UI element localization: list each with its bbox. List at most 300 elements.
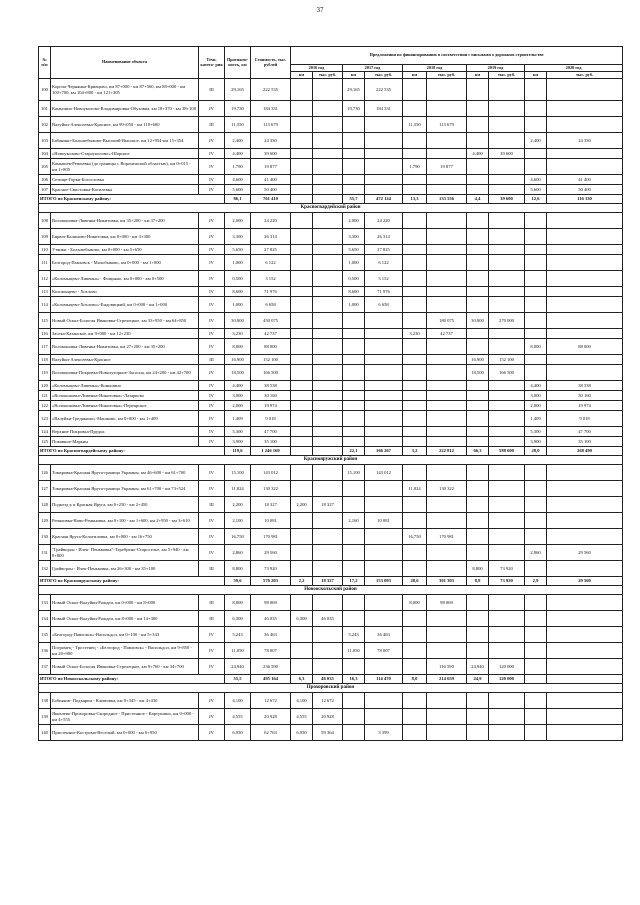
total-length: 55,5 <box>225 675 251 684</box>
length-km: 2,000 <box>225 213 251 229</box>
header-km: км <box>403 72 427 79</box>
year-km <box>467 213 489 229</box>
year-rub <box>547 561 623 577</box>
year-rub <box>427 693 467 709</box>
year-rub <box>313 561 343 577</box>
table-row <box>39 595 623 611</box>
road-category: III <box>199 595 225 611</box>
year-rub <box>489 497 525 513</box>
length-km: 11,550 <box>225 117 251 133</box>
year-km <box>343 185 365 195</box>
year-rub: 19 974 <box>547 401 623 411</box>
year-rub <box>489 329 525 339</box>
total-year-rub: 120 000 <box>489 675 525 684</box>
row-number: 109 <box>39 229 51 245</box>
total-year-km: 17,2 <box>343 577 365 586</box>
total-year-km <box>291 447 313 456</box>
road-category: IV <box>199 365 225 381</box>
road-category: IV <box>199 391 225 401</box>
section-row <box>39 204 623 213</box>
year-rub <box>427 381 467 391</box>
year-rub: 35 100 <box>547 437 623 447</box>
year-km <box>403 339 427 355</box>
year-rub: 19 877 <box>427 159 467 175</box>
header-name: Наименование объекта <box>51 47 199 79</box>
year-km <box>291 595 313 611</box>
total-year-km: 22,1 <box>343 447 365 456</box>
cost-value: 6 122 <box>251 255 291 271</box>
header-length: Протяжен- ность, км <box>225 47 251 79</box>
year-km: 4,400 <box>525 381 547 391</box>
year-km <box>343 149 365 159</box>
total-year-rub: 214 659 <box>427 675 467 684</box>
row-number: 128 <box>39 497 51 513</box>
year-rub <box>427 627 467 643</box>
road-category: IV <box>199 287 225 297</box>
year-rub <box>427 355 467 365</box>
table-row <box>39 481 623 497</box>
year-rub <box>365 313 403 329</box>
length-km: 4,100 <box>225 693 251 709</box>
year-rub <box>489 271 525 287</box>
length-km: 5,600 <box>225 185 251 195</box>
year-rub <box>489 213 525 229</box>
year-km <box>343 497 365 513</box>
total-row <box>39 675 623 684</box>
year-rub <box>427 101 467 117</box>
object-name: Утянки - Большебыково, км 0+000 - км 5+650 <box>51 245 199 255</box>
length-km: 3,230 <box>225 329 251 339</box>
year-km: 8,000 <box>403 595 427 611</box>
object-name: «Волоконовка-Ливенка-Никитовка»-Лазарково <box>51 391 199 401</box>
object-name: "Грайворон - Илек- Пеньковка"-Теребрено-Староселье, км 5+940 - км 8+800 <box>51 545 199 561</box>
cost-value: 19 877 <box>251 159 291 175</box>
year-rub <box>547 513 623 529</box>
year-km <box>343 401 365 411</box>
year-rub: 170 981 <box>427 529 467 545</box>
row-number: 119 <box>39 365 51 381</box>
year-rub: 39 600 <box>489 149 525 159</box>
table-row <box>39 79 623 101</box>
year-rub <box>365 391 403 401</box>
year-rub <box>547 287 623 297</box>
year-km: 30,900 <box>467 313 489 329</box>
total-year-rub: 39 600 <box>489 195 525 204</box>
cost-value: 130 322 <box>251 481 291 497</box>
section-row <box>39 586 623 595</box>
year-rub: 113 679 <box>427 117 467 133</box>
total-year-km: 3,2 <box>403 447 427 456</box>
year-km <box>291 545 313 561</box>
year-km <box>467 117 489 133</box>
year-rub <box>427 287 467 297</box>
object-name: Короча-Чернянка-Кривцово, км 87+000 - км 87+560, км 88+000 - км 100+700, км 104+800 - км 121+305 <box>51 79 199 101</box>
year-km <box>467 175 489 185</box>
total-year-rub <box>313 447 343 456</box>
header-year: 2016 год <box>291 65 343 72</box>
year-rub <box>365 611 403 627</box>
table-row <box>39 329 623 339</box>
cost-value: 10 081 <box>251 513 291 529</box>
year-rub: 46 035 <box>313 611 343 627</box>
year-km <box>291 175 313 185</box>
year-rub <box>547 255 623 271</box>
total-length: 59,6 <box>225 577 251 586</box>
length-km: 4,555 <box>225 709 251 725</box>
year-rub: 41 400 <box>547 175 623 185</box>
row-number: 135 <box>39 627 51 643</box>
total-year-km: 6,3 <box>291 675 313 684</box>
year-rub <box>365 659 403 675</box>
length-km: 19,730 <box>225 101 251 117</box>
object-name: Бирюч-Калиново-Никитовка, км 0+000 - км 3+300 <box>51 229 199 245</box>
year-km <box>525 313 547 329</box>
total-row <box>39 195 623 204</box>
row-number: 116 <box>39 329 51 339</box>
length-km: 1,000 <box>225 255 251 271</box>
year-km <box>343 437 365 447</box>
length-km: 1,790 <box>225 159 251 175</box>
road-category: IV <box>199 159 225 175</box>
year-km: 1,790 <box>403 159 427 175</box>
header-km: км <box>343 72 365 79</box>
cost-value: 42 737 <box>251 329 291 339</box>
row-number: 124 <box>39 427 51 437</box>
total-year-km: 55,7 <box>343 195 365 204</box>
year-km: 2,000 <box>525 401 547 411</box>
row-number: 101 <box>39 101 51 117</box>
year-km <box>403 297 427 313</box>
year-rub <box>427 401 467 411</box>
year-rub <box>365 481 403 497</box>
year-km <box>467 513 489 529</box>
length-km: 3,900 <box>225 437 251 447</box>
table-row <box>39 401 623 411</box>
header-km: км <box>467 72 489 79</box>
financing-table <box>38 46 623 741</box>
year-rub <box>365 529 403 545</box>
total-length: 86,1 <box>225 195 251 204</box>
year-km <box>467 545 489 561</box>
year-rub <box>489 529 525 545</box>
year-rub <box>489 101 525 117</box>
year-rub <box>313 659 343 675</box>
row-number: 121 <box>39 391 51 401</box>
year-km: 4,400 <box>467 149 489 159</box>
table-row <box>39 185 623 195</box>
year-km: 16,900 <box>467 355 489 365</box>
row-number: 110 <box>39 245 51 255</box>
row-number: 136 <box>39 643 51 659</box>
year-rub: 29 560 <box>547 545 623 561</box>
year-km: 2,000 <box>343 213 365 229</box>
length-km: 11,050 <box>225 643 251 659</box>
object-name: «Волоконовка-Ливенка-Никитовка»-Переярское <box>51 401 199 411</box>
cost-value: 50 400 <box>251 185 291 195</box>
length-km: 1,000 <box>225 297 251 313</box>
table-row <box>39 255 623 271</box>
road-category: IV <box>199 133 225 149</box>
year-rub: 73 920 <box>489 561 525 577</box>
year-km <box>291 79 313 101</box>
year-rub <box>313 339 343 355</box>
year-km <box>403 133 427 149</box>
year-rub <box>489 117 525 133</box>
table-row <box>39 497 623 513</box>
year-rub <box>489 391 525 401</box>
year-km: 3,000 <box>525 391 547 401</box>
row-number: 129 <box>39 513 51 529</box>
road-category: IV <box>199 185 225 195</box>
year-km <box>525 365 547 381</box>
year-rub <box>313 133 343 149</box>
total-year-rub: 116 130 <box>547 195 623 204</box>
cost-value: 71 976 <box>251 287 291 297</box>
year-km <box>343 175 365 185</box>
year-km: 4,555 <box>291 709 313 725</box>
header-year: 2017 год <box>343 65 403 72</box>
year-km <box>467 245 489 255</box>
year-km <box>291 365 313 381</box>
cost-value: 166 500 <box>251 365 291 381</box>
year-km: 2,160 <box>343 513 365 529</box>
object-name: Погромец - Тростенец - «Белгород - Павловск» - Васильдол, км 9+850 - км 20+900 <box>51 643 199 659</box>
object-name: Камышев-Решьевка (до границы с Воронежской областью), км 0+015 - км 1+805 <box>51 159 199 175</box>
table-row <box>39 427 623 437</box>
year-rub <box>365 159 403 175</box>
year-km <box>403 381 427 391</box>
year-km <box>403 355 427 365</box>
year-rub <box>547 313 623 329</box>
year-km <box>467 497 489 513</box>
year-km <box>467 159 489 175</box>
total-year-rub: 268 490 <box>547 447 623 456</box>
year-km <box>403 693 427 709</box>
year-rub <box>547 355 623 365</box>
cost-value: 18 327 <box>251 497 291 513</box>
year-km <box>525 355 547 365</box>
total-cost: 761 410 <box>251 195 291 204</box>
object-name: Верхние Покровка-Прудок <box>51 427 199 437</box>
year-km: 24,940 <box>467 659 489 675</box>
table-row <box>39 101 623 117</box>
year-km <box>467 133 489 149</box>
table-row <box>39 313 623 329</box>
year-km <box>291 561 313 577</box>
header-rub: тыс. руб. <box>547 72 623 79</box>
year-rub <box>489 643 525 659</box>
year-rub <box>365 427 403 437</box>
road-category: III <box>199 497 225 513</box>
object-name: «Белгород-Павловск»-Васильдол, км 0+100 - км 5+343 <box>51 627 199 643</box>
year-rub <box>365 355 403 365</box>
year-rub: 88 000 <box>547 339 623 355</box>
year-km <box>343 381 365 391</box>
cost-value: 36 463 <box>251 627 291 643</box>
cost-value: 113 679 <box>251 117 291 133</box>
object-name: Репяховка-Ново-Ренкновка, км 0+100 - км 1+600, км 2+950 - км 3+610 <box>51 513 199 529</box>
year-rub: 184 331 <box>365 101 403 117</box>
table-row <box>39 271 623 287</box>
object-name: Новый Оскол-Бологая Ивановка-Стрелецкое, км 9+760 - км 34+700 <box>51 659 199 675</box>
header-financing: Предложения по финансированию в соответствии с письмами о дорожном строительстве <box>291 47 623 65</box>
year-rub <box>427 611 467 627</box>
year-rub <box>547 245 623 255</box>
total-length: 119,6 <box>225 447 251 456</box>
road-category: IV <box>199 437 225 447</box>
year-rub: 116 590 <box>427 659 467 675</box>
length-km: 29,165 <box>225 79 251 101</box>
object-name: Волоконовка-Ливенка-Никитовка, км 27+200 - км 35+200 <box>51 339 199 355</box>
year-rub <box>313 79 343 101</box>
year-km <box>403 437 427 447</box>
page-number: 37 <box>316 6 324 14</box>
road-category: IV <box>199 229 225 245</box>
length-km: 1,409 <box>225 411 251 427</box>
row-number: 104 <box>39 149 51 159</box>
row-number: 127 <box>39 481 51 497</box>
year-rub <box>313 381 343 391</box>
cost-value: 450 075 <box>251 313 291 329</box>
year-km <box>403 101 427 117</box>
year-km: 29,165 <box>343 79 365 101</box>
cost-value: 143 012 <box>251 465 291 481</box>
total-label: ИТОГО по Красненскому району: <box>39 195 225 204</box>
cost-value: 62 763 <box>251 725 291 741</box>
length-km: 8,800 <box>225 561 251 577</box>
year-km: 1,409 <box>525 411 547 427</box>
year-km: 2,400 <box>525 133 547 149</box>
year-km: 6,300 <box>291 611 313 627</box>
year-rub <box>365 117 403 133</box>
year-rub <box>313 329 343 339</box>
year-km <box>403 465 427 481</box>
year-km <box>467 381 489 391</box>
table-row <box>39 391 623 401</box>
year-km <box>291 465 313 481</box>
road-category: IV <box>199 513 225 529</box>
year-km <box>467 693 489 709</box>
year-km <box>467 481 489 497</box>
year-km <box>525 297 547 313</box>
year-rub <box>427 133 467 149</box>
year-rub <box>427 79 467 101</box>
table-row <box>39 287 623 297</box>
total-year-rub: 73 920 <box>489 577 525 586</box>
cost-value: 184 331 <box>251 101 291 117</box>
year-rub <box>547 213 623 229</box>
year-rub <box>427 175 467 185</box>
object-name: Томаровка-Красная Яруга-граница Украины, км 46+600 - км 61+700 <box>51 465 199 481</box>
year-rub: 9 018 <box>547 411 623 427</box>
road-category: IV <box>199 313 225 329</box>
length-km: 16,900 <box>225 355 251 365</box>
year-km <box>525 693 547 709</box>
year-rub <box>365 339 403 355</box>
table-row <box>39 339 623 355</box>
row-number: 107 <box>39 185 51 195</box>
year-rub <box>547 271 623 287</box>
total-year-km <box>525 675 547 684</box>
year-km <box>343 427 365 437</box>
total-cost: 576 203 <box>251 577 291 586</box>
year-rub <box>489 545 525 561</box>
table-row <box>39 365 623 381</box>
year-km <box>403 213 427 229</box>
year-km <box>291 159 313 175</box>
year-km <box>291 245 313 255</box>
year-rub <box>489 411 525 427</box>
cost-value: 38 538 <box>251 381 291 391</box>
cost-value: 27 825 <box>251 245 291 255</box>
year-km <box>403 229 427 245</box>
total-row <box>39 447 623 456</box>
year-km: 5,300 <box>525 427 547 437</box>
year-km <box>403 497 427 513</box>
cost-value: 41 400 <box>251 175 291 185</box>
cost-value: 73 920 <box>251 561 291 577</box>
object-name: Грайворон - Илек-Пеньковка, км 26+300 - км 35+100 <box>51 561 199 577</box>
year-rub <box>427 643 467 659</box>
year-rub <box>427 513 467 529</box>
year-km <box>343 693 365 709</box>
length-km: 4,400 <box>225 149 251 159</box>
length-km: 2,400 <box>225 133 251 149</box>
year-rub <box>365 437 403 447</box>
header-year: 2018 год <box>403 65 467 72</box>
year-rub <box>489 287 525 297</box>
cost-value: 3 152 <box>251 271 291 287</box>
road-category: IV <box>199 255 225 271</box>
year-rub <box>427 339 467 355</box>
road-category: IV <box>199 245 225 255</box>
row-number: 114 <box>39 297 51 313</box>
length-km: 5,650 <box>225 245 251 255</box>
year-rub <box>489 159 525 175</box>
year-km <box>291 313 313 329</box>
year-rub <box>365 401 403 411</box>
road-category: IV <box>199 659 225 675</box>
row-number: 132 <box>39 561 51 577</box>
year-rub <box>313 595 343 611</box>
year-km: 1,000 <box>343 255 365 271</box>
year-rub <box>427 561 467 577</box>
year-rub <box>547 595 623 611</box>
year-km <box>403 709 427 725</box>
year-rub <box>427 365 467 381</box>
year-rub: 120 000 <box>489 659 525 675</box>
year-km <box>343 339 365 355</box>
cost-value: 6 658 <box>251 297 291 313</box>
road-category: IV <box>199 481 225 497</box>
year-rub <box>489 627 525 643</box>
length-km: 2,000 <box>225 401 251 411</box>
year-km <box>467 411 489 427</box>
header-year: 2020 год <box>525 65 623 72</box>
cost-value: 24 330 <box>251 133 291 149</box>
object-name: Красное-Свистовка-Касилевка <box>51 185 199 195</box>
header-num: № п/п <box>39 47 51 79</box>
year-rub <box>547 659 623 675</box>
year-rub <box>313 229 343 245</box>
year-km <box>467 465 489 481</box>
table-row <box>39 465 623 481</box>
year-km <box>467 529 489 545</box>
year-rub <box>489 611 525 627</box>
year-km <box>467 391 489 401</box>
header-year: 2019 год <box>467 65 525 72</box>
length-km: 2,200 <box>225 497 251 513</box>
